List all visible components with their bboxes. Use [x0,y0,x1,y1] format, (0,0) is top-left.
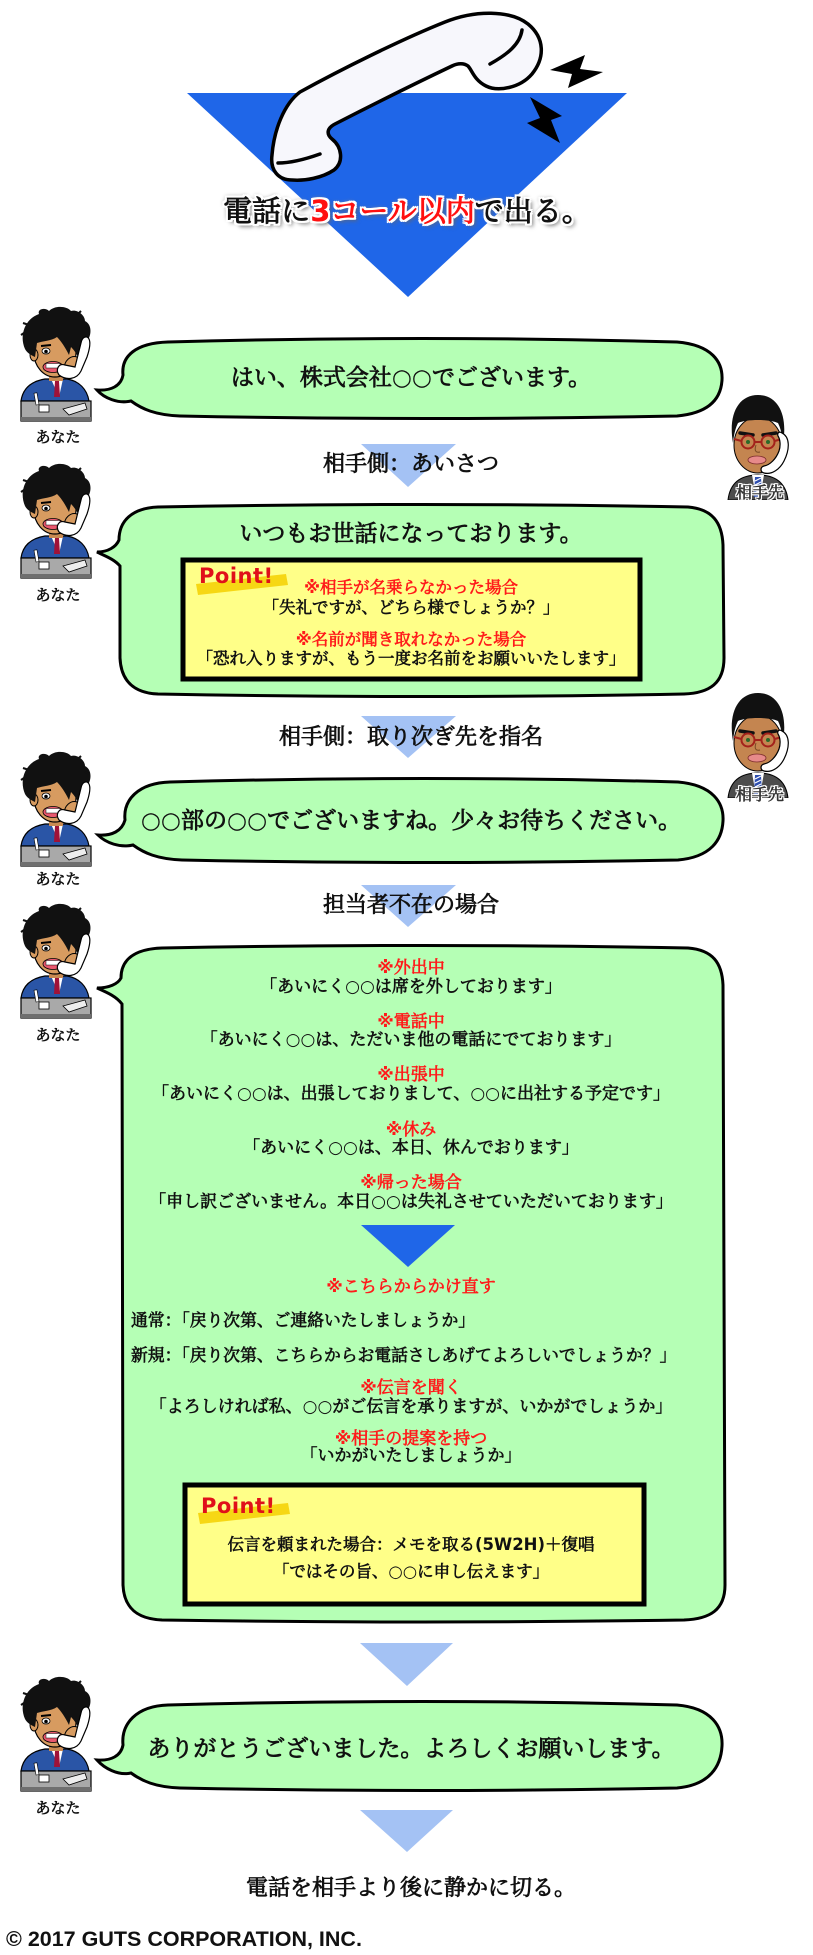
copyright: © 2017 GUTS CORPORATION, INC. [6,1927,362,1951]
option-phrase: 「戻り次第、ご連絡いたしましょうか」 [181,1310,476,1330]
option-label: 新規： [131,1345,182,1365]
title-pre: 電話に [223,194,311,228]
option-phrase: 「戻り次第、こちらからお電話さしあげてよろしいでしょうか？」 [181,1345,677,1365]
bubble-2-text: いつもお世話になっております。 [239,521,583,547]
closing-instruction: 電話を相手より後に静かに切る。 [245,1876,577,1901]
down-arrow-icon [360,1643,453,1686]
transition-greeting: 相手側：あいさつ [322,452,500,477]
proposal-phrase: 「いかがいたしましょうか」 [300,1446,522,1466]
bubble-3-text: ○○部の○○でございますね。少々お待ちください。 [140,808,682,834]
case-phrase: 「あいにく○○は席を外しております」 [260,977,562,997]
title-highlight: 3コール以内 [310,194,475,228]
point-phrase: 「失礼ですが、どちら様でしょうか？」 [262,598,560,617]
point-line: 伝言を頼まれた場合：メモを取る(5W2H)＋復唱 [227,1535,595,1554]
caller-avatar [15,305,95,427]
case-condition: ※外出中 [377,958,445,978]
message-phrase: 「よろしければ私、○○がご伝言を承りますが、いかがでしょうか」 [149,1397,673,1417]
caller-label: あなた [35,586,81,604]
bubble-1-text: はい、株式会社○○でございます。 [230,365,592,391]
case-condition: ※出張中 [377,1065,445,1085]
caller-label: あなた [35,1026,81,1044]
caller-avatar [15,462,95,584]
down-arrow-icon [360,1810,453,1852]
callback-condition: ※こちらからかけ直す [326,1277,496,1297]
caller-avatar [15,1675,95,1797]
title-post: で出る。 [474,194,591,228]
point-condition: ※名前が聞き取れなかった場合 [295,630,527,649]
counterpart-label: 相手先 [735,785,785,804]
point-badge: Point! [201,1494,276,1518]
page-title [223,194,591,228]
point-badge: Point! [199,564,274,588]
caller-label: あなた [35,1799,81,1817]
counterpart-avatar [722,683,794,798]
case-phrase: 「あいにく○○は、本日、休んでおります」 [243,1138,579,1158]
caller-label: あなた [35,428,81,446]
case-phrase: 「あいにく○○は、ただいま他の電話にでております」 [200,1030,622,1050]
transition-name-contact: 相手側：取り次ぎ先を指名 [278,725,544,750]
point-line: 「ではその旨、○○に申し伝えます」 [272,1562,550,1581]
lightning-bolt-icon [550,55,603,88]
case-phrase: 「申し訳ございません。本日○○は失礼させていただいております」 [149,1192,673,1212]
transition-absent: 担当者不在の場合 [322,893,500,918]
bubble-5-text: ありがとうございました。よろしくお願いします。 [147,1736,675,1762]
point-phrase: 「恐れ入りますが、もう一度お名前をお願いいたします」 [196,649,626,668]
caller-avatar [15,750,95,872]
case-condition: ※電話中 [377,1012,445,1032]
message-condition: ※伝言を聞く [360,1378,462,1398]
caller-label: あなた [35,870,81,888]
proposal-condition: ※相手の提案を持つ [334,1429,488,1449]
point-condition: ※相手が名乗らなかった場合 [303,578,519,597]
case-condition: ※帰った場合 [360,1173,462,1193]
callback-option-new [131,1347,676,1364]
callback-option-normal [131,1312,475,1329]
case-condition: ※休み [385,1120,437,1140]
option-label: 通常： [131,1310,182,1330]
counterpart-label: 相手先 [735,483,785,502]
caller-avatar [15,902,95,1024]
case-phrase: 「あいにく○○は、出張しておりまして、○○に出社する予定です」 [152,1084,670,1104]
